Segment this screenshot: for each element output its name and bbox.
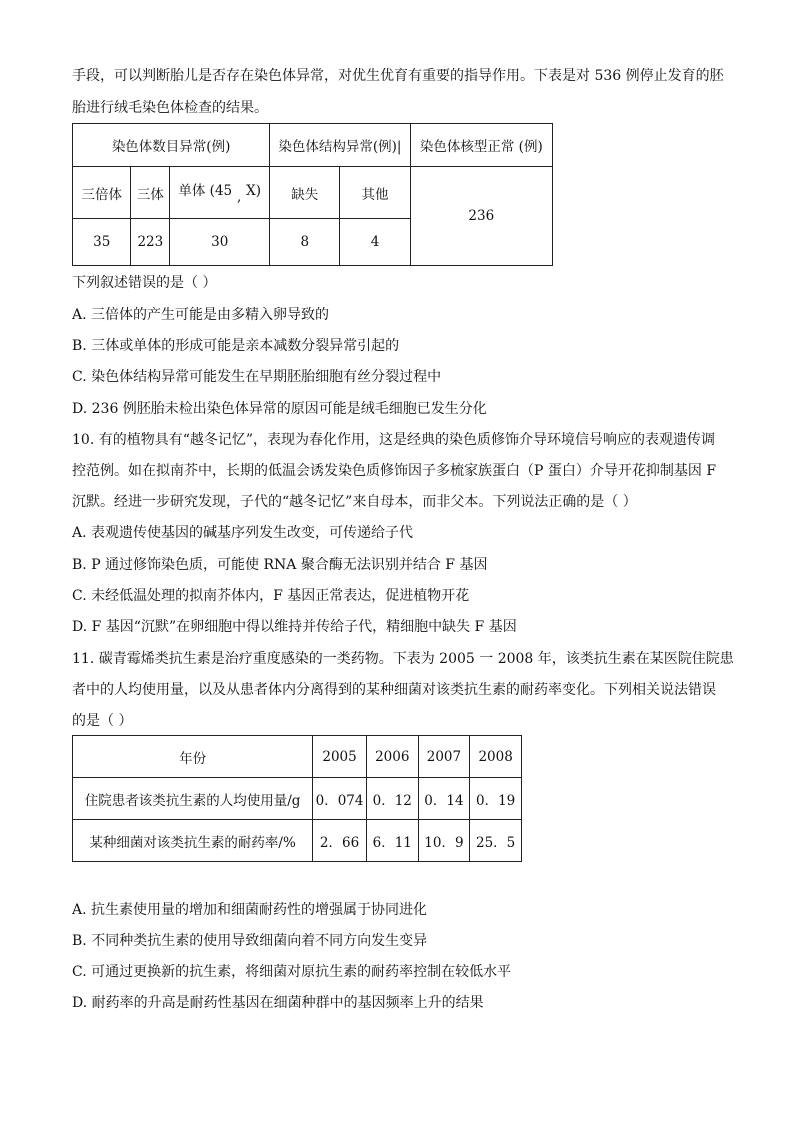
- q10-option-a: A. 表观遗传使基因的碱基序列发生改变，可传递给子代: [72, 525, 414, 541]
- col-deletion: 缺失: [270, 167, 340, 219]
- resistance-2007: 10．9: [418, 820, 470, 862]
- resistance-2006: 6．11: [366, 820, 418, 862]
- year-2008: 2008: [470, 736, 522, 778]
- intro-line-1: 手段，可以判断胎儿是否存在染色体异常，对优生优育有重要的指导作用。下表是对 536 例停止发育的胚: [72, 68, 724, 84]
- col-other: 其他: [340, 167, 410, 219]
- q10-line-3: 沉默。经进一步研究发现，子代的“越冬记忆”来自母本，而非父本。下列说法正确的是（ ）: [72, 494, 637, 510]
- col-monosomy-label: 单体 (45: [178, 183, 233, 199]
- header-number-abnormal: 染色体数目异常(例): [73, 124, 270, 167]
- q11-line-3: 的是（ ）: [72, 713, 133, 729]
- q11-option-a: A. 抗生素使用量的增加和细菌耐药性的增强属于协同进化: [72, 902, 428, 918]
- row-usage-label: 住院患者该类抗生素的人均使用量/g: [73, 778, 313, 820]
- q9-option-d: D. 236 例胚胎未检出染色体异常的原因可能是绒毛细胞已发生分化: [72, 401, 487, 417]
- header-year: 年份: [73, 736, 313, 778]
- col-monosomy: 单体 (45 , X): [170, 167, 270, 219]
- year-2007: 2007: [418, 736, 470, 778]
- value-triploid: 35: [73, 219, 131, 266]
- col-trisomy: 三体: [131, 167, 170, 219]
- header-normal: 染色体核型正常 (例): [410, 124, 552, 167]
- header-structure-abnormal: 染色体结构异常(例)|: [270, 124, 410, 167]
- q9-stem: 下列叙述错误的是（ ）: [72, 275, 217, 291]
- year-2005: 2005: [313, 736, 367, 778]
- usage-2008: 0．19: [470, 778, 522, 820]
- q10-option-b: B. P 通过修饰染色质，可能使 RNA 聚合酶无法识别并结合 F 基因: [72, 557, 488, 573]
- col-monosomy-tail: X): [246, 183, 262, 199]
- resistance-2008: 25．5: [470, 820, 522, 862]
- usage-2005: 0．074: [313, 778, 367, 820]
- q9-option-a: A. 三倍体的产生可能是由多精入卵导致的: [72, 307, 330, 323]
- q10-line-2: 控范例。如在拟南芥中，长期的低温会诱发染色质修饰因子多梳家族蛋白（P 蛋白）介导开花抑制基因 F: [72, 463, 717, 479]
- chromosome-table: [72, 123, 553, 266]
- usage-2007: 0．14: [418, 778, 470, 820]
- value-deletion: 8: [270, 219, 340, 266]
- q11-line-1: 11. 碳青霉烯类抗生素是治疗重度感染的一类药物。下表为 2005 一 2008 年，该类抗生素在某医院住院患: [72, 651, 734, 667]
- usage-2006: 0．12: [366, 778, 418, 820]
- resistance-2005: 2．66: [313, 820, 367, 862]
- antibiotic-table: [72, 735, 522, 862]
- q11-option-d: D. 耐药率的升高是耐药性基因在细菌种群中的基因频率上升的结果: [72, 995, 484, 1011]
- value-monosomy: 30: [170, 219, 270, 266]
- q10-option-d: D. F 基因“沉默”在卵细胞中得以维持并传给子代，精细胞中缺失 F 基因: [72, 619, 517, 635]
- value-trisomy: 223: [131, 219, 170, 266]
- q11-option-c: C. 可通过更换新的抗生素，将细菌对原抗生素的耐药率控制在较低水平: [72, 964, 512, 980]
- intro-line-2: 胎进行绒毛染色体检查的结果。: [72, 100, 268, 116]
- q10-option-c: C. 未经低温处理的拟南芥体内，F 基因正常表达，促进植物开花: [72, 588, 470, 604]
- col-triploid: 三倍体: [73, 167, 131, 219]
- q9-option-c: C. 染色体结构异常可能发生在早期胚胎细胞有丝分裂过程中: [72, 369, 442, 385]
- value-other: 4: [340, 219, 410, 266]
- q11-option-b: B. 不同种类抗生素的使用导致细菌向着不同方向发生变异: [72, 933, 428, 949]
- value-normal: 236: [410, 167, 552, 266]
- row-resistance-label: 某种细菌对该类抗生素的耐药率/%: [73, 820, 313, 862]
- year-2006: 2006: [366, 736, 418, 778]
- q10-line-1: 10. 有的植物具有“越冬记忆”，表现为春化作用，这是经典的染色质修饰介导环境信号响应的表观遗传调: [72, 432, 716, 448]
- q9-option-b: B. 三体或单体的形成可能是亲本减数分裂异常引起的: [72, 338, 400, 354]
- q11-line-2: 者中的人均使用量，以及从患者体内分离得到的某种细菌对该类抗生素的耐药率变化。下列相关说法错误: [72, 682, 716, 698]
